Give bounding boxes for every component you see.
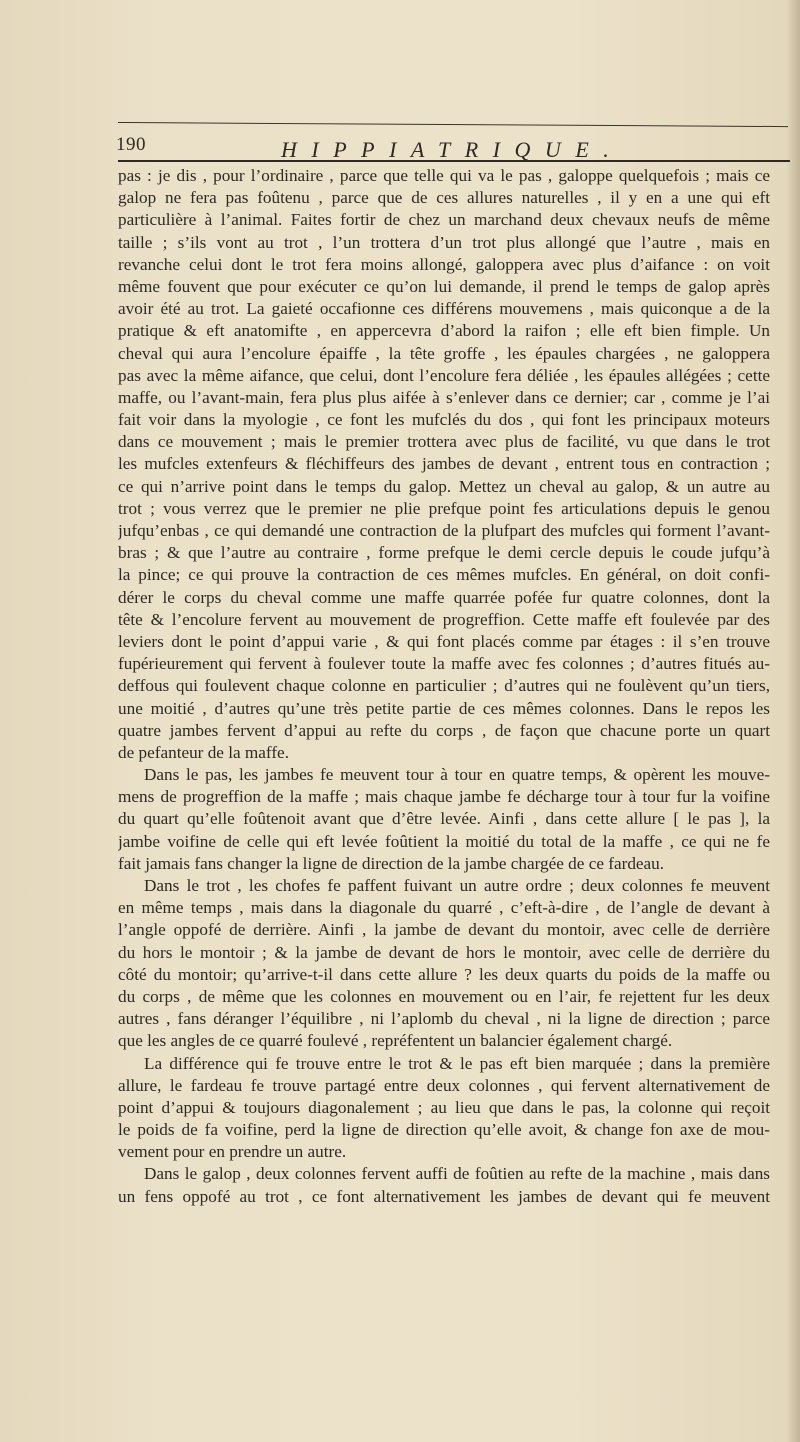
running-head: HIPPIATRIQUE. bbox=[281, 137, 624, 162]
text-line: pas avec la même aifance, que celui, dont l’encolure fera déliée , les épaules allégées ; cette bbox=[118, 365, 770, 385]
text-line: autres , fans déranger l’équilibre , ni l’aplomb du cheval , ni la ligne de direction ; parce bbox=[118, 1009, 770, 1029]
text-line: tête & l’encolure fervent au mouvement de progreffion. Cette maffe eft foulevée par des bbox=[118, 609, 770, 629]
paragraph-end-line: vement pour en prendre un autre. bbox=[118, 1142, 347, 1162]
text-line: l’angle oppofé de derrière. Ainfi , la jambe de devant du montoir, avec celle de derrière bbox=[118, 920, 770, 940]
text-line: fupérieurement qui fervent à foulever toute la maffe avec fes colonnes ; d’autres fitués au- bbox=[118, 654, 770, 674]
text-line: en même temps , mais dans la diagonale du quarré , c’eft-à-dire , de l’angle de devant à bbox=[118, 898, 770, 918]
page-number: 190 bbox=[116, 134, 146, 155]
paragraph-end-line: que les angles de ce quarré foulevé , repréfentent un balancier également chargé. bbox=[118, 1031, 673, 1051]
header-thin-rule bbox=[118, 122, 788, 127]
text-line: la pince; ce qui prouve la contraction de ces mêmes mufcles. En général, on doit confi- bbox=[118, 565, 770, 585]
paragraph-start-line: Dans le pas, les jambes fe meuvent tour à tour en quatre temps, & opèrent les mouve- bbox=[144, 765, 770, 785]
paragraph-end-line: fait jamais fans changer la ligne de direction de la jambe chargée de ce fardeau. bbox=[118, 853, 665, 873]
text-line: du hors le montoir ; & la jambe de devant de hors le montoir, avec celle de derrière du bbox=[118, 942, 770, 962]
text-line: point d’appui & toujours diagonalement ; au lieu que dans le pas, la colonne qui reçoit bbox=[118, 1097, 770, 1117]
paragraph-start-line: Dans le galop , deux colonnes fervent auffi de foûtien au refte de la machine , mais dans bbox=[144, 1164, 770, 1184]
text-line: leviers dont le point d’appui varie , & qui font placés comme par étages : il s’en trouve bbox=[118, 631, 770, 651]
text-line: côté du montoir; qu’arrive-t-il dans cette allure ? les deux quarts du poids de la maffe ou bbox=[118, 964, 770, 984]
text-line: allure, le fardeau fe trouve partagé entre deux colonnes , qui fervent alternativement de bbox=[118, 1075, 770, 1095]
body-text bbox=[118, 165, 770, 1208]
text-line: du quart qu’elle foûtenoit avant que d’être levée. Ainfi , dans cette allure [ le pas ], la bbox=[118, 809, 770, 829]
text-line: galop ne fera pas foûtenu , parce que de ces allures naturelles , il y en a une qui eft bbox=[118, 188, 770, 208]
text-line: revanche celui dont le trot fera moins allongé, galoppera avec plus d’aifance : on voit bbox=[118, 254, 770, 274]
text-line: bras ; & que l’autre au contraire , forme prefque le demi cercle depuis le coude jufqu’à bbox=[118, 543, 770, 563]
text-line: deffous qui foulevent chaque colonne en particulier ; d’autres qui ne foulèvent qu’un tiers, bbox=[118, 676, 770, 696]
text-line: particulière à l’animal. Faites fortir de chez un marchand deux chevaux neufs de même bbox=[118, 210, 770, 230]
paragraph-start-line: La différence qui fe trouve entre le trot & le pas eft bien marquée ; dans la première bbox=[144, 1053, 770, 1073]
text-line: dérer le corps du cheval comme une maffe quarrée pofée fur quatre colonnes, dont la bbox=[118, 587, 770, 607]
text-line: du corps , de même que les colonnes en mouvement ou en l’air, fe rejettent fur les deux bbox=[118, 986, 770, 1006]
text-line: pratique & eft anatomifte , en appercevra d’abord la raifon ; elle eft bien fimple. Un bbox=[118, 321, 770, 341]
text-line: un fens oppofé au trot , ce font alternativement les jambes de devant qui fe meuvent bbox=[118, 1186, 770, 1206]
text-line: jambe voifine de celle qui eft levée foûtient la moitié du total de la maffe , ce qui ne fe bbox=[118, 831, 770, 851]
text-line: mens de progreffion de la maffe ; mais chaque jambe fe décharge tour à tour fur la voifine bbox=[118, 787, 770, 807]
paragraph-start-line: Dans le trot , les chofes fe paffent fuivant un autre ordre ; deux colonnes fe meuvent bbox=[144, 876, 770, 895]
text-line: fait voir dans la myologie , ce font les mufclés du dos , qui font les principaux moteurs bbox=[118, 410, 770, 430]
text-line: une moitié , d’autres qu’une très petite partie de ces mêmes colonnes. Dans le repos les bbox=[118, 698, 770, 718]
page-edge-shadow bbox=[786, 0, 800, 1442]
text-line: taille ; s’ils vont au trot , l’un trottera d’un trot plus allongé que l’autre , mais en bbox=[118, 232, 770, 252]
text-line: même fouvent que pour exécuter ce qu’on lui demande, il prend le temps de galop après bbox=[118, 276, 770, 296]
text-line: trot ; vous verrez que le premier ne plie prefque point fes articulations depuis le genou bbox=[118, 498, 770, 518]
text-line: avoir été au trot. La gaieté occafionne ces différens mouvemens , mais quiconque a de la bbox=[118, 299, 770, 319]
text-line: jufqu’enbas , ce qui demandé une contraction de la plufpart des mufcles qui forment l’avant- bbox=[118, 521, 770, 540]
text-line: maffe, ou l’avant-main, fera plus plus aifée à s’enlever dans ce dernier; car , comme je l’ai bbox=[118, 387, 770, 407]
text-line: quatre jambes fervent d’appui au refte du corps , de façon que chacune porte un quart bbox=[118, 720, 770, 740]
header-thick-rule bbox=[118, 160, 790, 162]
paragraph-end-line: de pefanteur de la maffe. bbox=[118, 742, 289, 762]
text-line: cheval qui aura l’encolure épaiffe , la tête groffe , les épaules chargées , ne galoppera bbox=[118, 343, 770, 363]
text-line: les mufcles extenfeurs & fléchiffeurs des jambes de devant , entrent tous en contraction ; bbox=[118, 454, 770, 474]
text-line: pas : je dis , pour l’ordinaire , parce que telle qui va le pas , galoppe quelquefois ; mais ce bbox=[118, 166, 770, 185]
text-line: ce qui n’arrive point dans le temps du galop. Mettez un cheval au galop, & un autre au bbox=[118, 476, 770, 496]
text-line: le poids de fa voifine, perd la ligne de direction qu’elle avoit, & change fon axe de mou- bbox=[118, 1120, 770, 1140]
text-line: dans ce mouvement ; mais le premier trottera avec plus de facilité, vu que dans le trot bbox=[118, 432, 770, 452]
